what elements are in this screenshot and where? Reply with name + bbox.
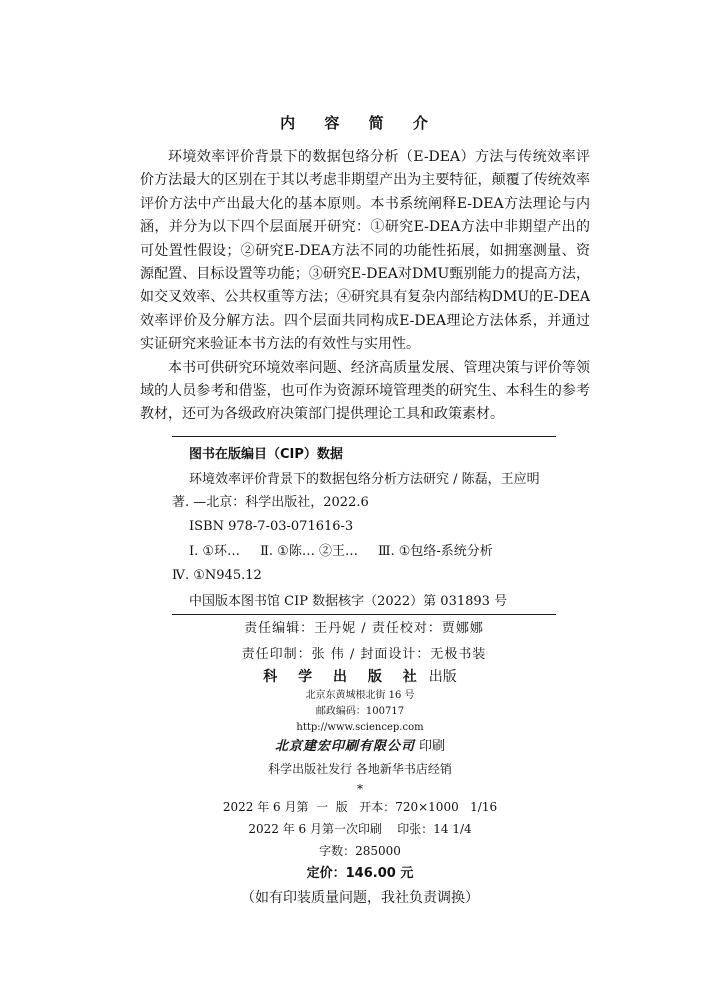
separator-star: * <box>357 782 363 796</box>
publisher-postcode: 邮政编码：100717 <box>315 706 405 717</box>
printer-suffix: 印刷 <box>419 739 446 754</box>
imprint-block <box>0 666 720 910</box>
publisher-address: 北京东黄城根北街 16 号 <box>305 690 415 701</box>
publisher-url: http://www.sciencep.com <box>296 722 424 733</box>
staff-production: 责任印制：张 伟 / 封面设计：无极书装 <box>241 647 487 662</box>
cip-title-line: 环境效率评价背景下的数据包络分析方法研究 / 陈磊，王应明 <box>189 472 540 487</box>
cip-class-2: Ⅱ. ①陈… ②王… <box>260 544 358 559</box>
cip-heading: 图书在版编目（CIP）数据 <box>189 447 343 462</box>
printer-line <box>0 736 720 758</box>
cip-top-rule <box>172 436 556 437</box>
cip-title-line-continued: 著. —北京：科学出版社，2022.6 <box>172 495 369 510</box>
price: 定价：146.00 元 <box>306 866 414 881</box>
publisher-name: 科 学 出 版 社 <box>263 669 425 685</box>
staff-editors: 责任编辑：王丹妮 / 责任校对：贾娜娜 <box>244 621 484 636</box>
cip-class-4: Ⅳ. ①N945.12 <box>172 568 262 583</box>
publisher-suffix: 出版 <box>428 669 457 685</box>
cip-number: 中国版本图书馆 CIP 数据核字（2022）第 031893 号 <box>189 594 508 609</box>
edition-line: 2022 年 6 月第 一 版 开本：720×1000 1/16 <box>222 800 498 814</box>
publisher-line <box>0 666 720 688</box>
printer-name: 北京建宏印刷有限公司 <box>274 739 415 754</box>
page-title: 内 容 简 介 <box>280 114 440 132</box>
printing-line: 2022 年 6 月第一次印刷 印张：14 1/4 <box>248 822 472 836</box>
cip-bottom-rule <box>172 614 556 615</box>
summary-paragraph-2: 本书可供研究环境效率问题、经济高质量发展、管理决策与评价等领域的人员参考和借鉴，也可作为资源环境管理类的研究生、本科生的参考教材，还可为各级政府决策部门提供理论工具和政策素材。 <box>140 359 590 423</box>
distribution-line: 科学出版社发行 各地新华书店经销 <box>268 762 452 776</box>
cip-classification <box>172 539 556 564</box>
cip-class-3: Ⅲ. ①包络-系统分析 <box>377 544 493 559</box>
summary-paragraph-1: 环境效率评价背景下的数据包络分析（E-DEA）方法与传统效率评价方法最大的区别在于其以考虑非期望产出为主要特征，颠覆了传统效率评价方法中产出最大化的基本原则。本书系统阐释E-DEA方法理论与内涵，并分为以下四个层面展开研究：①研究E-DEA方法中非期望产出的可处置性假设；②研究E-DEA方法不同的功能性拓展，如拥塞测量、资源配置、目标设置等功能；③研究E-DEA对DMU甄别能力的提高方法，如交叉效率、公共权重等方法；④研究具有复杂内部结构DMU的E-DEA效率评价及分解方法。四个层面共同构成E-DEA理论方法体系，并通过实证研究来验证本书方法的有效性与实用性。 <box>140 149 590 353</box>
cip-block <box>172 436 556 667</box>
cip-class-1: Ⅰ. ①环… <box>189 544 241 559</box>
cip-isbn: ISBN 978-7-03-071616-3 <box>189 519 354 534</box>
quality-notice: （如有印装质量问题，我社负责调换） <box>241 890 479 906</box>
content-summary <box>140 146 590 427</box>
word-count: 字数：285000 <box>319 844 401 858</box>
